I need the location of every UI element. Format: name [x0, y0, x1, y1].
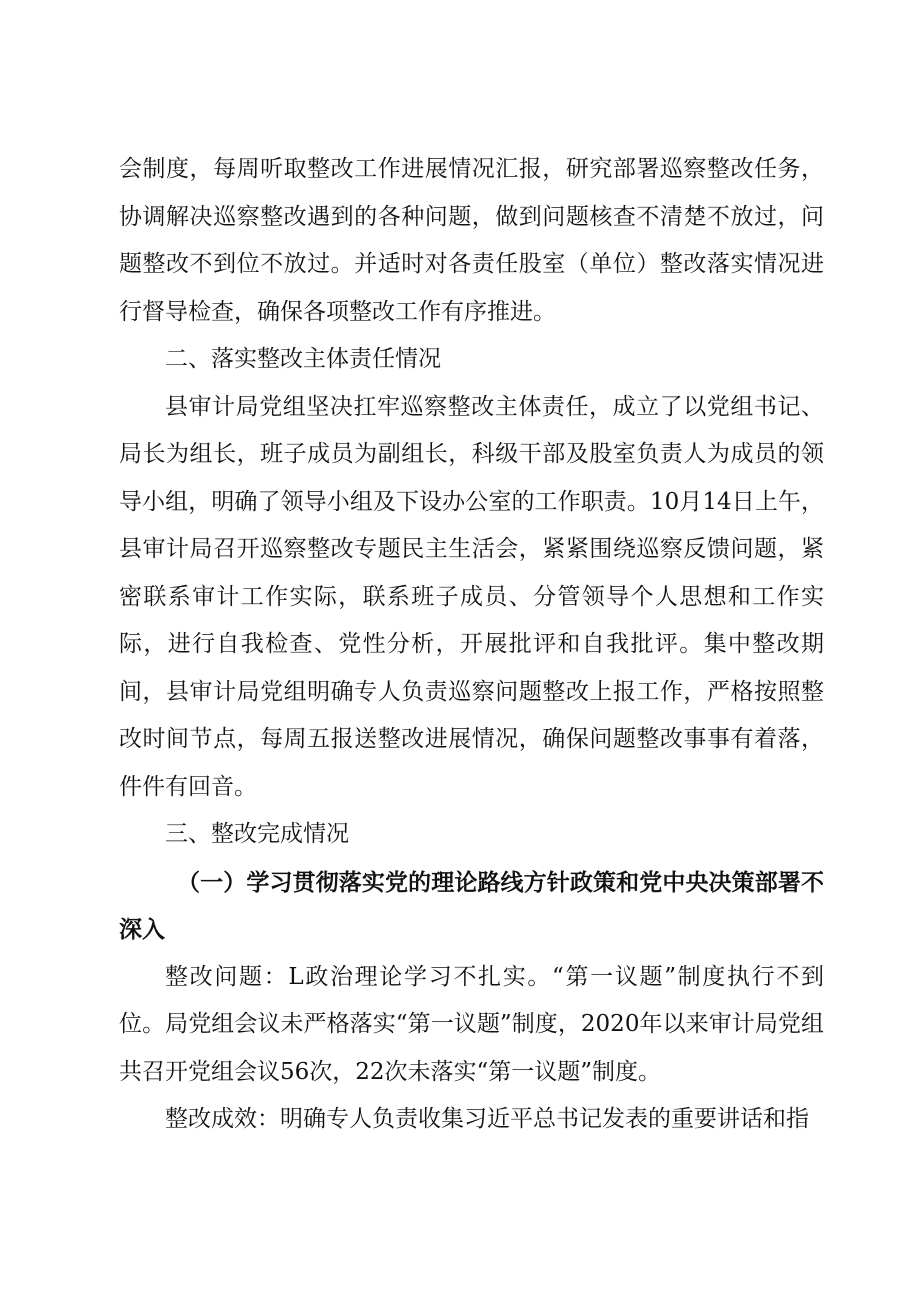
paragraph-intro: 会制度，每周听取整改工作进展情况汇报，研究部署巡察整改任务，协调解决巡察整改遇到的各种问题，做到问题核查不清楚不放过，问题整改不到位不放过。并适时对各责任股室（单位）整改落实情况进行督导检查，确保各项整改工作有序推进。 — [119, 156, 824, 325]
document-body — [119, 146, 824, 1144]
paragraph-result: 整改成效：明确专人负责收集习近平总书记发表的重要讲话和指 — [165, 1106, 809, 1132]
paragraph-problem: 整改问题：L政治理论学习不扎实。“第一议题”制度执行不到位。局党组会议未严格落实“第一议题”制度，2020年以来审计局党组共召开党组会议56次，22次未落实“第一议题”制度。 — [119, 963, 824, 1085]
subsection-heading-1: （一）学习贯彻落实党的理论路线方针政策和党中央决策部署不深入 — [119, 868, 824, 943]
section-heading-2: 二、落实整改主体责任情况 — [165, 346, 441, 372]
section-heading-3: 三、整改完成情况 — [165, 821, 349, 847]
paragraph-section-2: 县审计局党组坚决扛牢巡察整改主体责任，成立了以党组书记、局长为组长，班子成员为副组长，科级干部及股室负责人为成员的领导小组，明确了领导小组及下设办公室的工作职责。10月14日上午，县审计局召开巡察整改专题民主生活会，紧紧围绕巡察反馈问题，紧密联系审计工作实际，联系班子成员、分管领导个人思想和工作实际，进行自我检查、党性分析，开展批评和自我批评。集中整改期间，县审计局党组明确专人负责巡察问题整改上报工作，严格按照整改时间节点，每周五报送整改进展情况，确保问题整改事事有着落，件件有回音。 — [119, 393, 824, 800]
